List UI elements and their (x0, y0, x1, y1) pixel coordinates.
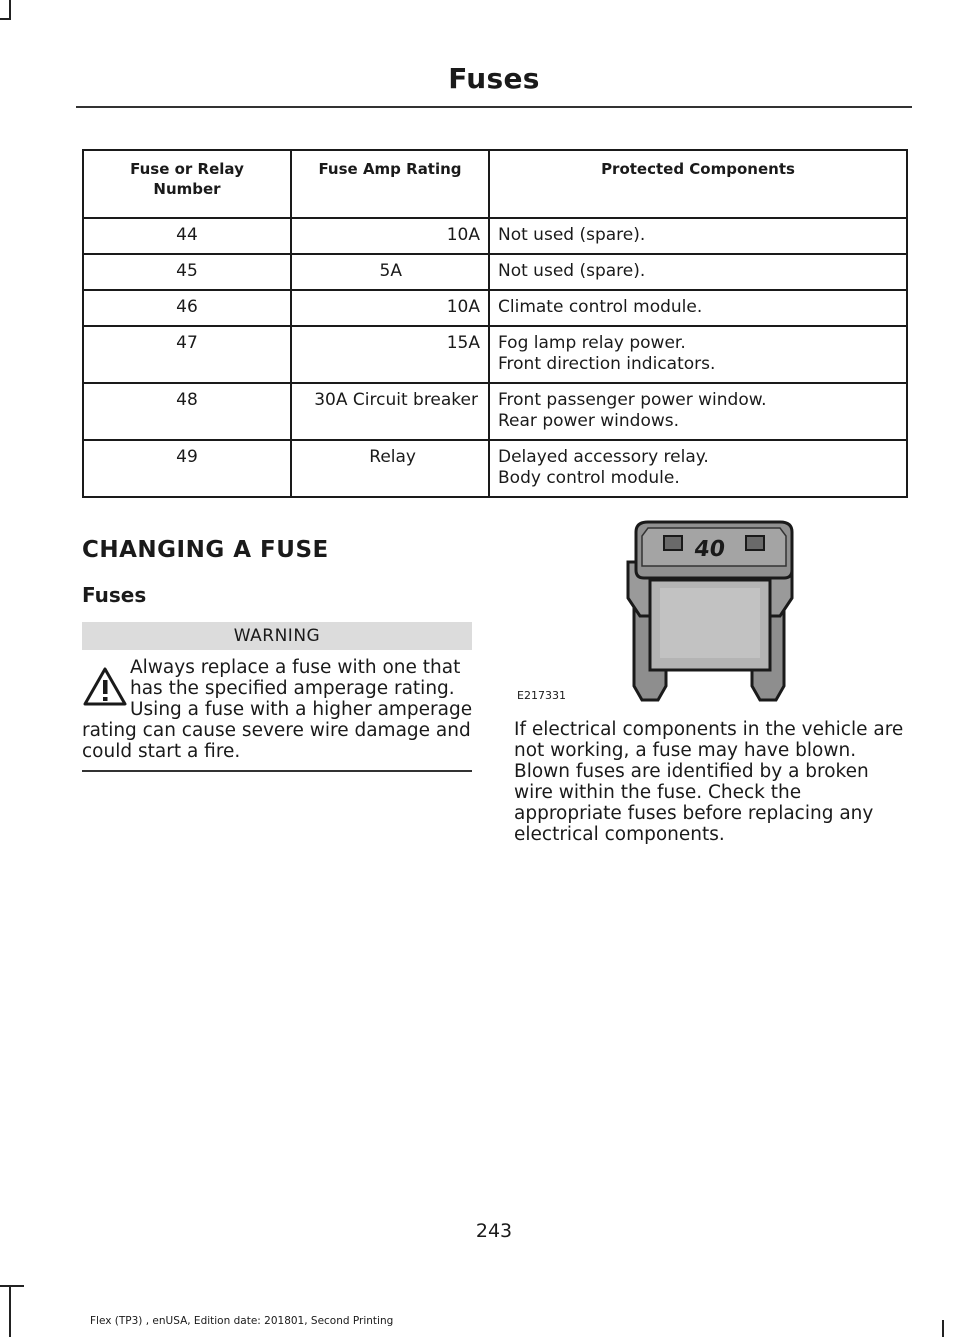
cell-components (489, 383, 907, 440)
crop-mark-bottom-left-v (9, 1285, 11, 1337)
fuse-rating-label: 40 (692, 536, 727, 562)
column-header-components: Protected Components (489, 150, 907, 218)
table-row (83, 383, 907, 440)
page-title: Fuses (448, 62, 540, 95)
crop-mark-bottom-left-h (0, 1285, 24, 1287)
warning-text-content: Always replace a fuse with one that has the specified amperage rating. Using a fuse with a higher amperage rating can cause severe wire damage and could start a fire. (82, 657, 473, 762)
cell-number: 44 (83, 218, 291, 254)
table-row (83, 218, 907, 254)
fuse-table (82, 149, 908, 498)
cell-number: 45 (83, 254, 291, 290)
component-line: Front direction indicators. (498, 354, 716, 374)
cell-amp: 15A (291, 326, 489, 383)
component-line: Delayed accessory relay. (498, 447, 709, 467)
cell-amp: 10A (291, 218, 489, 254)
crop-mark-bottom-right-v (942, 1320, 944, 1337)
cell-amp: Relay (291, 440, 489, 497)
section-subtitle: Fuses (82, 583, 147, 607)
cell-components (489, 290, 907, 326)
table-header-row (83, 150, 907, 218)
component-line: Front passenger power window. (498, 390, 767, 410)
cell-components (489, 440, 907, 497)
page-number: 243 (475, 1220, 513, 1242)
crop-mark-top-left-h (0, 18, 11, 20)
component-line: Not used (spare). (498, 261, 646, 281)
cell-number: 46 (83, 290, 291, 326)
crop-mark-top-left-v (9, 0, 11, 20)
warning-label: WARNING (82, 622, 472, 650)
component-line: Body control module. (498, 468, 680, 488)
body-paragraph: If electrical components in the vehicle are not working, a fuse may have blown. Blown fuses are identified by a broken wire within the fuse. Check the appropriate fuses before replacing any electrical components. (514, 719, 904, 845)
figure-id: E217331 (517, 689, 566, 702)
footer-edition: Flex (TP3) , enUSA, Edition date: 201801, Second Printing (90, 1315, 394, 1327)
table-row (83, 440, 907, 497)
section-title: CHANGING A FUSE (82, 537, 329, 563)
table-row (83, 326, 907, 383)
warning-rule (82, 770, 472, 772)
component-line: Rear power windows. (498, 411, 680, 431)
component-line: Climate control module. (498, 297, 703, 317)
cell-components (489, 254, 907, 290)
table-row (83, 254, 907, 290)
warning-text (82, 657, 474, 762)
cell-number: 48 (83, 383, 291, 440)
cell-amp: 10A (291, 290, 489, 326)
column-header-amp: Fuse Amp Rating (291, 150, 489, 218)
cell-number: 47 (83, 326, 291, 383)
header-rule (76, 106, 912, 108)
cell-components (489, 326, 907, 383)
cell-amp: 5A (291, 254, 489, 290)
cell-components (489, 218, 907, 254)
cell-amp: 30A Circuit breaker (291, 383, 489, 440)
component-line: Fog lamp relay power. (498, 333, 686, 353)
cell-number: 49 (83, 440, 291, 497)
column-header-number: Fuse or Relay Number (83, 150, 291, 218)
maxi-fuse-illustration (620, 518, 800, 704)
component-line: Not used (spare). (498, 225, 646, 245)
table-row (83, 290, 907, 326)
